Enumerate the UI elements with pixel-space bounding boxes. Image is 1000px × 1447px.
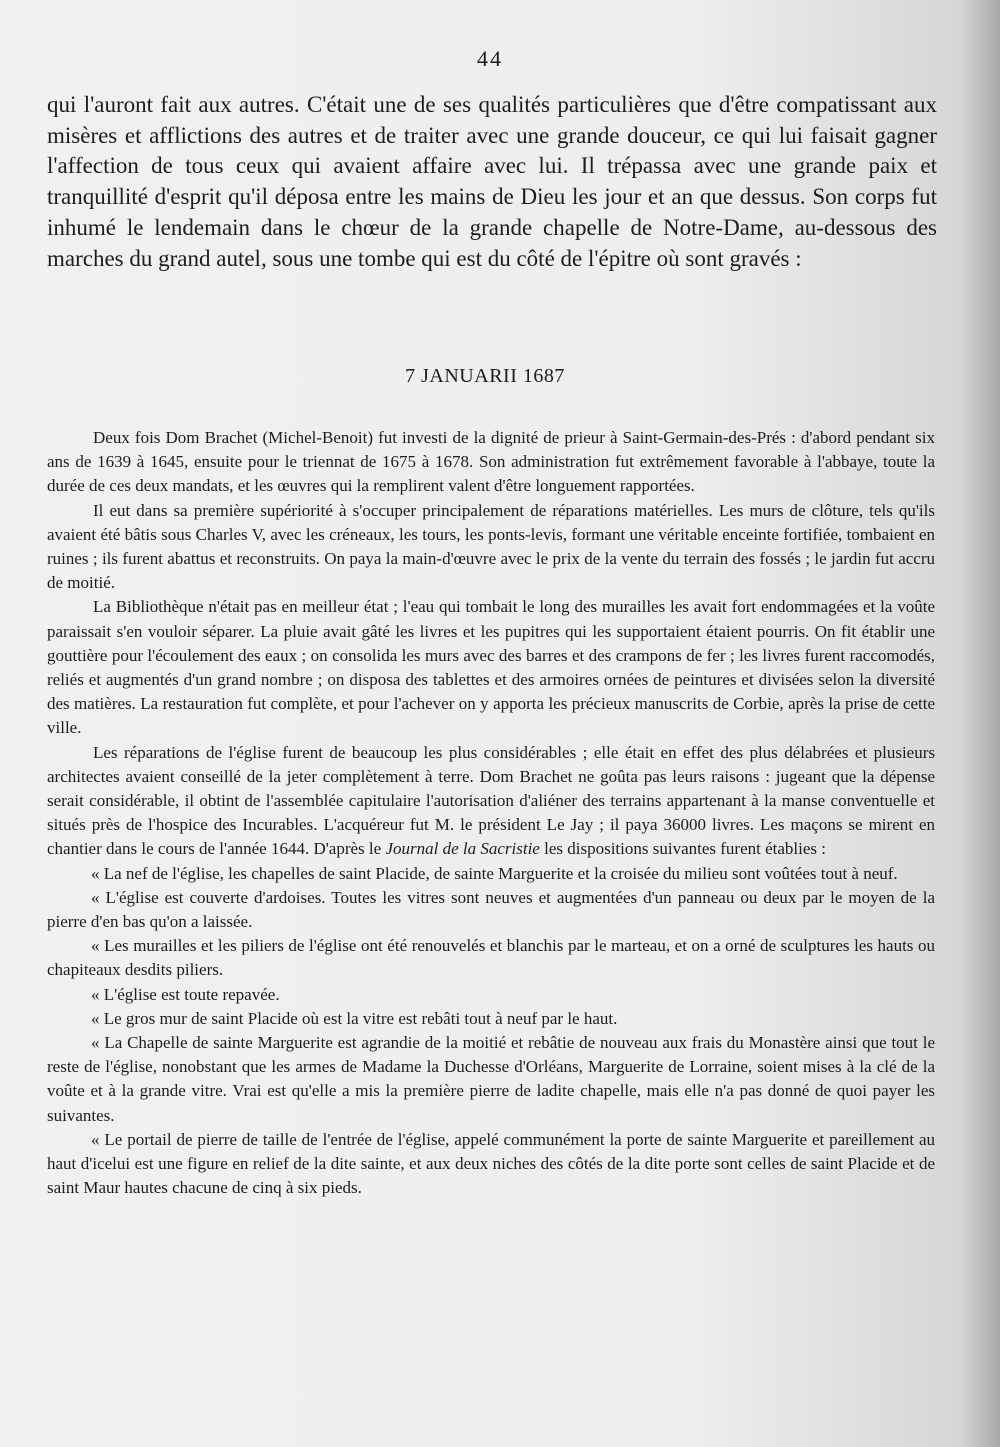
paragraph-church-text-end: les dispositions suivantes furent établies : xyxy=(544,839,826,859)
paragraph-walls: Il eut dans sa première supériorité à s'occuper principalement de réparations matérielles. Les murs de clôture, tels qu'ils avaient été bâtis sous Charles V, avec les créneaux, les tours, les ponts-levis, formant une véritable enceinte fortifiée, tombaient en ruines ; ils furent abattus et reconstruits. On paya la main-d'œuvre avec le prix de la vente du terrain des fossés ; le jardin fut accru de moitié. xyxy=(47,500,935,593)
quote-repavee: « L'église est toute repavée. xyxy=(91,984,280,1004)
quote-nef: « La nef de l'église, les chapelles de saint Placide, de sainte Marguerite et la croisée du milieu sont voûtées tout à neuf. xyxy=(91,863,898,883)
paragraph-library: La Bibliothèque n'était pas en meilleur état ; l'eau qui tombait le long des murailles les avait fort endommagées et la voûte paraissait s'en vouloir séparer. La pluie avait gâté les livres et les pupitres qui les supportaient étaient pourris. On fit établir une gouttière pour l'écoulement des eaux ; on consolida les murs avec des barres et des crampons de fer ; les livres furent raccomodés, reliés et augmentés d'un grand nombre ; on disposa des tablettes et des armoires ornées de peintures et divisées selon la diversité des matières. La restauration fut complète, et pour l'achever on y apporta les précieux manuscrits de Corbie, après la prise de cette ville. xyxy=(47,597,935,738)
page-number: 44 xyxy=(477,46,503,71)
quote-murailles: « Les murailles et les piliers de l'église ont été renouvelés et blanchis par le marteau, et on a orné de sculptures les hauts ou chapiteaux desdits piliers. xyxy=(47,936,935,980)
paragraph-church-text: Les réparations de l'église furent de beaucoup les plus considérables ; elle était en effet des plus délabrées et plusieurs architectes avaient conseillé de la jeter complètement à terre. Dom Brachet ne goûta pas leurs raisons : jugeant que la dépense serait considérable, il obtint de l'assemblée capitulaire l'autorisation d'aliéner des terrains appartenant à la manse conventuelle et situés près de l'hospice des Incurables. L'acquéreur fut M. le président Le Jay ; il paya 36000 livres. Les maçons se mirent en chantier dans le cours de l'année 1644. D'après le xyxy=(47,742,935,859)
upper-paragraph: qui l'auront fait aux autres. C'était une de ses qualités particulières que d'être compatissant aux misères et afflictions des autres et de traiter avec une grande douceur, ce qui lui faisait gagner l'affection de tous ceux qui avaient affaire avec lui. Il trépassa avec une grande paix et tranquillité d'esprit qu'il déposa entre les mains de Dieu les jour et an que dessus. Son corps fut inhumé le lendemain dans le chœur de la grande chapelle de Notre-Dame, au-dessous des marches du grand autel, sous une tombe qui est du côté de l'épitre où sont gravés : xyxy=(47,92,937,271)
upper-text-block xyxy=(47,90,937,274)
lower-text-block xyxy=(47,426,935,1201)
paragraph-prior-brachet: Deux fois Dom Brachet (Michel-Benoit) fut investi de la dignité de prieur à Saint-Germain-des-Prés : d'abord pendant six ans de 1639 à 1645, ensuite pour le triennat de 1675 à 1678. Son administration fut extrêmement favorable à l'abbaye, toute la durée de ces deux mandats, et les œuvres qui la remplirent valent d'être longuement rapportées. xyxy=(47,428,935,496)
quote-portail: « Le portail de pierre de taille de l'entrée de l'église, appelé communément la porte de sainte Marguerite et pareillement au haut d'icelui est une figure en relief de la dite sainte, et aux deux niches des côtés de la dite porte sont celles de saint Placide et de saint Maur hautes chacune de cinq à six pieds. xyxy=(47,1129,935,1198)
journal-title: Journal de la Sacristie xyxy=(385,839,540,859)
quote-ardoises: « L'église est couverte d'ardoises. Toutes les vitres sont neuves et augmentées d'un panneau ou deux par le moyen de la pierre d'en bas qu'on a laissée. xyxy=(47,887,935,932)
quote-gros-mur: « Le gros mur de saint Placide où est la vitre est rebâti tout à neuf par le haut. xyxy=(91,1008,618,1028)
epitaph-inscription: 7 JANUARII 1687 xyxy=(405,365,565,387)
paragraph-church-repairs xyxy=(47,741,935,862)
quote-chapelle-marguerite: « La Chapelle de sainte Marguerite est agrandie de la moitié et rebâtie de nouveau aux frais du Monastère ainsi que tout le reste de l'église, nonobstant que les armes de Madame la Duchesse d'Orléans, Marguerite de Lorraine, soient mises à la clé de la voûte et à la grande vitre. Vrai est qu'elle a mis la première pierre de ladite chapelle, mais elle n'a pas donné de quoi payer les suivantes. xyxy=(47,1033,935,1125)
